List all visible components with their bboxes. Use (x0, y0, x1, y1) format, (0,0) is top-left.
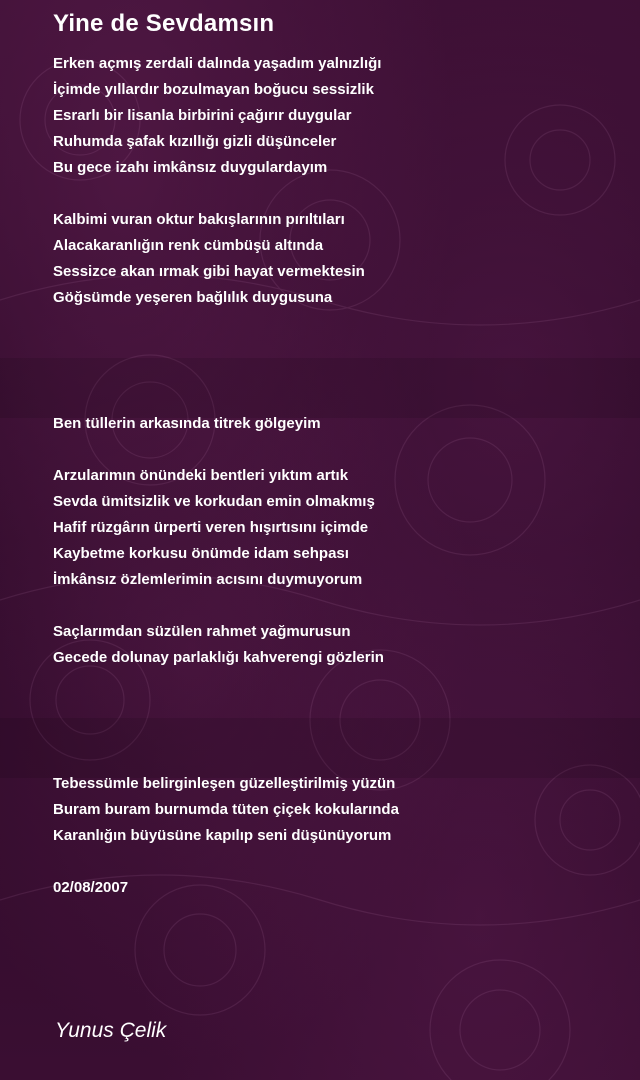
poem-line: Bu gece izahı imkânsız duygulardayım (53, 159, 328, 176)
poem-line: Kalbimi vuran oktur bakışlarının pırıltıları (53, 211, 345, 228)
poem-line: Karanlığın büyüsüne kapılıp seni düşünüyorum (53, 827, 392, 844)
poem-line: Alacakaranlığın renk cümbüşü altında (53, 237, 324, 254)
poem-line: Kaybetme korkusu önümde idam sehpası (53, 545, 349, 562)
poem-author: Yunus Çelik (55, 1019, 167, 1042)
poem-line: Ben tüllerin arkasında titrek gölgeyim (53, 415, 321, 432)
poem-title: Yine de Sevdamsın (53, 10, 275, 37)
poem-line: Göğsümde yeşeren bağlılık duygusuna (53, 289, 333, 306)
poem-line: Sessizce akan ırmak gibi hayat vermektesin (53, 263, 365, 280)
poem-line: Tebessümle belirginleşen güzelleştirilmiş yüzün (53, 775, 396, 792)
poem-line: İmkânsız özlemlerimin acısını duymuyorum (53, 571, 363, 588)
poem-line: Ruhumda şafak kızıllığı gizli düşünceler (53, 133, 337, 150)
poem-line: Buram buram burnumda tüten çiçek kokularında (53, 801, 399, 818)
poem-line: Gecede dolunay parlaklığı kahverengi gözlerin (53, 649, 384, 666)
poem-line: Erken açmış zerdali dalında yaşadım yalnızlığı (53, 55, 382, 72)
poem-line: Arzularımın önündeki bentleri yıktım artık (53, 467, 349, 484)
background-band (0, 358, 640, 418)
poem-line: İçimde yıllardır bozulmayan boğucu sessizlik (53, 81, 374, 98)
background-band (0, 718, 640, 778)
poem-line: Esrarlı bir lisanla birbirini çağırır duygular (53, 107, 352, 124)
poem-date: 02/08/2007 (53, 879, 129, 896)
poem-line: Sevda ümitsizlik ve korkudan emin olmakmış (53, 493, 375, 510)
poem-line: Hafif rüzgârın ürperti veren hışırtısını içimde (53, 519, 369, 536)
poem-line: Saçlarımdan süzülen rahmet yağmurusun (53, 623, 351, 640)
